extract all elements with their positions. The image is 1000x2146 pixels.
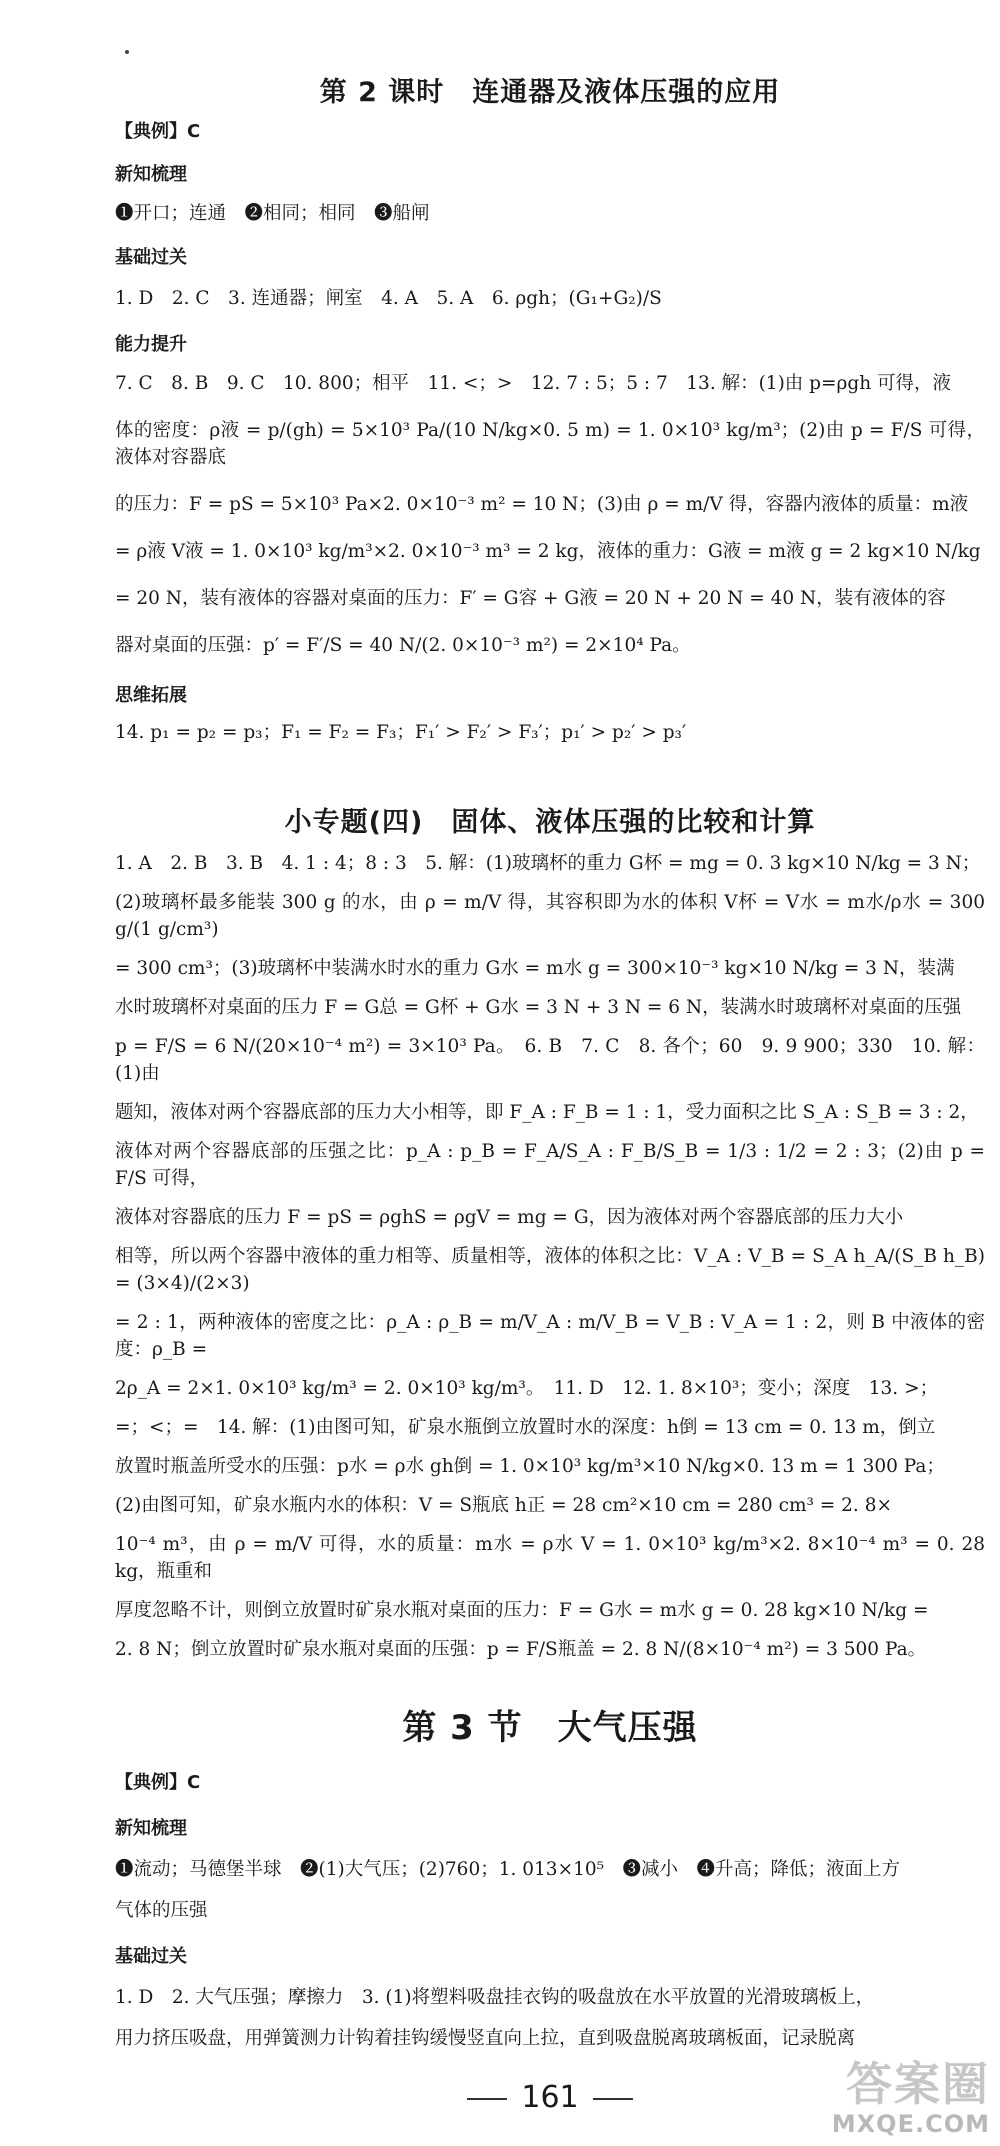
text-line: 气体的压强 (115, 1900, 208, 1921)
typical-example: 【典例】C (115, 121, 201, 142)
ability-heading: 能力提升 (115, 334, 187, 355)
typical-example: 【典例】C (115, 1772, 201, 1793)
text-line: 的压力：F = pS = 5×10³ Pa×2. 0×10⁻³ m² = 10 N；(3)由 ρ = m/V 得，容器内液体的质量：m液 (115, 494, 969, 515)
page-number-text: 161 (521, 2080, 579, 2115)
new-knowledge-answers: ❶开口；连通 ❷相同；相同 ❸船闸 (115, 203, 430, 224)
topic-title (115, 800, 985, 839)
text-line: 7. C 8. B 9. C 10. 800；相平 11. <；> 12. 7 : 5；5 : 7 13. 解：(1)由 p=ρgh 可得，液 (115, 373, 952, 394)
text-line: 厚度忽略不计，则倒立放置时矿泉水瓶对桌面的压力：F = G水 = m水 g = 0. 28 kg×10 N/kg = (115, 1600, 929, 1621)
text-line: 水时玻璃杯对桌面的压力 F = G总 = G杯 + G水 = 3 N + 3 N = 6 N，装满水时玻璃杯对桌面的压强 (115, 997, 962, 1018)
lesson-title (115, 70, 985, 109)
text-line: p = F/S = 6 N/(20×10⁻⁴ m²) = 3×10³ Pa。 6. B 7. C 8. 各个；60 9. 9 900；330 10. 解：(1)由 (115, 1036, 985, 1084)
text-line: (2)由图可知，矿泉水瓶内水的体积：V = S瓶底 h正 = 28 cm²×10 cm = 280 cm³ = 2. 8× (115, 1495, 892, 1516)
text-line: 放置时瓶盖所受水的压强：p水 = ρ水 gh倒 = 1. 0×10³ kg/m³×10 N/kg×0. 13 m = 1 300 Pa； (115, 1456, 945, 1477)
text-line: 相等，所以两个容器中液体的重力相等、质量相等，液体的体积之比：V_A : V_B = S_A h_A/(S_B h_B) = (3×4)/(2×3) (115, 1246, 985, 1294)
lesson-title-text: 第 2 课时 连通器及液体压强的应用 (319, 77, 781, 108)
ability-answers (115, 370, 985, 659)
topic-title-text: 小专题(四) 固体、液体压强的比较和计算 (284, 807, 816, 838)
basic-heading: 基础过关 (115, 1946, 187, 1967)
text-line: 2. 8 N；倒立放置时矿泉水瓶对桌面的压强：p = F/S瓶盖 = 2. 8 N/(8×10⁻⁴ m²) = 3 500 Pa。 (115, 1639, 927, 1660)
text-line: (2)玻璃杯最多能装 300 g 的水，由 ρ = m/V 得，其容积即为水的体积 V杯 = V水 = m水/ρ水 = 300 g/(1 g/cm³) (115, 892, 985, 940)
basic-heading: 基础过关 (115, 247, 187, 268)
new-knowledge-heading: 新知梳理 (115, 1818, 187, 1839)
watermark-url: MXQE.COM (831, 2110, 990, 2138)
text-line: 2ρ_A = 2×1. 0×10³ kg/m³ = 2. 0×10³ kg/m³。 11. D 12. 1. 8×10³；变小；深度 13. >； (115, 1378, 939, 1399)
section-3-block (115, 1768, 985, 2052)
page-number-dash (467, 2098, 507, 2100)
text-line: = ρ液 V液 = 1. 0×10³ kg/m³×2. 0×10⁻³ m³ = 2 kg，液体的重力：G液 = m液 g = 2 kg×10 N/kg (115, 541, 981, 562)
watermark (785, 2048, 990, 2138)
text-line: 体的密度：ρ液 = p/(gh) = 5×10³ Pa/(10 N/kg×0. 5 m) = 1. 0×10³ kg/m³；(2)由 p = F/S 可得，液体对容器底 (115, 420, 985, 468)
section-3-title (115, 1700, 985, 1749)
watermark-logo: 答案圈 (846, 2057, 990, 2111)
text-line: = 300 cm³；(3)玻璃杯中装满水时水的重力 G水 = m水 g = 300×10⁻³ kg×10 N/kg = 3 N，装满 (115, 958, 955, 979)
basic-answers: 1. D 2. C 3. 连通器；闸室 4. A 5. A 6. ρgh；(G₁+G₂)/S (115, 288, 662, 309)
answer-page (115, 0, 985, 2146)
text-line: =；<；= 14. 解：(1)由图可知，矿泉水瓶倒立放置时水的深度：h倒 = 13 cm = 0. 13 m，倒立 (115, 1417, 936, 1438)
thinking-heading: 思维拓展 (115, 685, 187, 706)
thinking-answers: 14. p₁ = p₂ = p₃；F₁ = F₂ = F₃；F₁′ > F₂′ > F₃′；p₁′ > p₂′ > p₃′ (115, 722, 687, 743)
text-line: 用力挤压吸盘，用弹簧测力计钩着挂钩缓慢竖直向上拉，直到吸盘脱离玻璃板面，记录脱离 (115, 2028, 856, 2049)
page-number-dash (593, 2098, 633, 2100)
text-line: 1. A 2. B 3. B 4. 1 : 4；8 : 3 5. 解：(1)玻璃杯的重力 G杯 = mg = 0. 3 kg×10 N/kg = 3 N； (115, 853, 981, 874)
section-3-title-text: 第 3 节 大气压强 (402, 1708, 698, 1748)
text-line: = 2 : 1，两种液体的密度之比：ρ_A : ρ_B = m/V_A : m/V_B = V_B : V_A = 1 : 2，则 B 中液体的密度：ρ_B = (115, 1312, 985, 1360)
text-line: 题知，液体对两个容器底部的压力大小相等，即 F_A : F_B = 1 : 1，受力面积之比 S_A : S_B = 3 : 2， (115, 1102, 979, 1123)
text-line: ❶流动；马德堡半球 ❷(1)大气压；(2)760；1. 013×10⁵ ❸减小 ❹升高；降低；液面上方 (115, 1859, 901, 1880)
topic-answers (115, 850, 985, 1663)
text-line: 10⁻⁴ m³，由 ρ = m/V 可得，水的质量：m水 = ρ水 V = 1. 0×10³ kg/m³×2. 8×10⁻⁴ m³ = 0. 28 kg，瓶重和 (115, 1534, 985, 1582)
text-line: 液体对容器底的压力 F = pS = ρghS = ρgV = mg = G，因为液体对两个容器底部的压力大小 (115, 1207, 904, 1228)
lesson-block (115, 117, 985, 746)
text-line: = 20 N，装有液体的容器对桌面的压力：F′ = G容 + G液 = 20 N + 20 N = 40 N，装有液体的容 (115, 588, 946, 609)
text-line: 器对桌面的压强：p′ = F′/S = 40 N/(2. 0×10⁻³ m²) = 2×10⁴ Pa。 (115, 635, 691, 656)
text-line: 1. D 2. 大气压强；摩擦力 3. (1)将塑料吸盘挂衣钩的吸盘放在水平放置的光滑玻璃板上， (115, 1987, 875, 2008)
new-knowledge-heading: 新知梳理 (115, 164, 187, 185)
text-line: 液体对两个容器底部的压强之比：p_A : p_B = F_A/S_A : F_B/S_B = 1/3 : 1/2 = 2 : 3；(2)由 p = F/S 可得， (115, 1141, 985, 1189)
